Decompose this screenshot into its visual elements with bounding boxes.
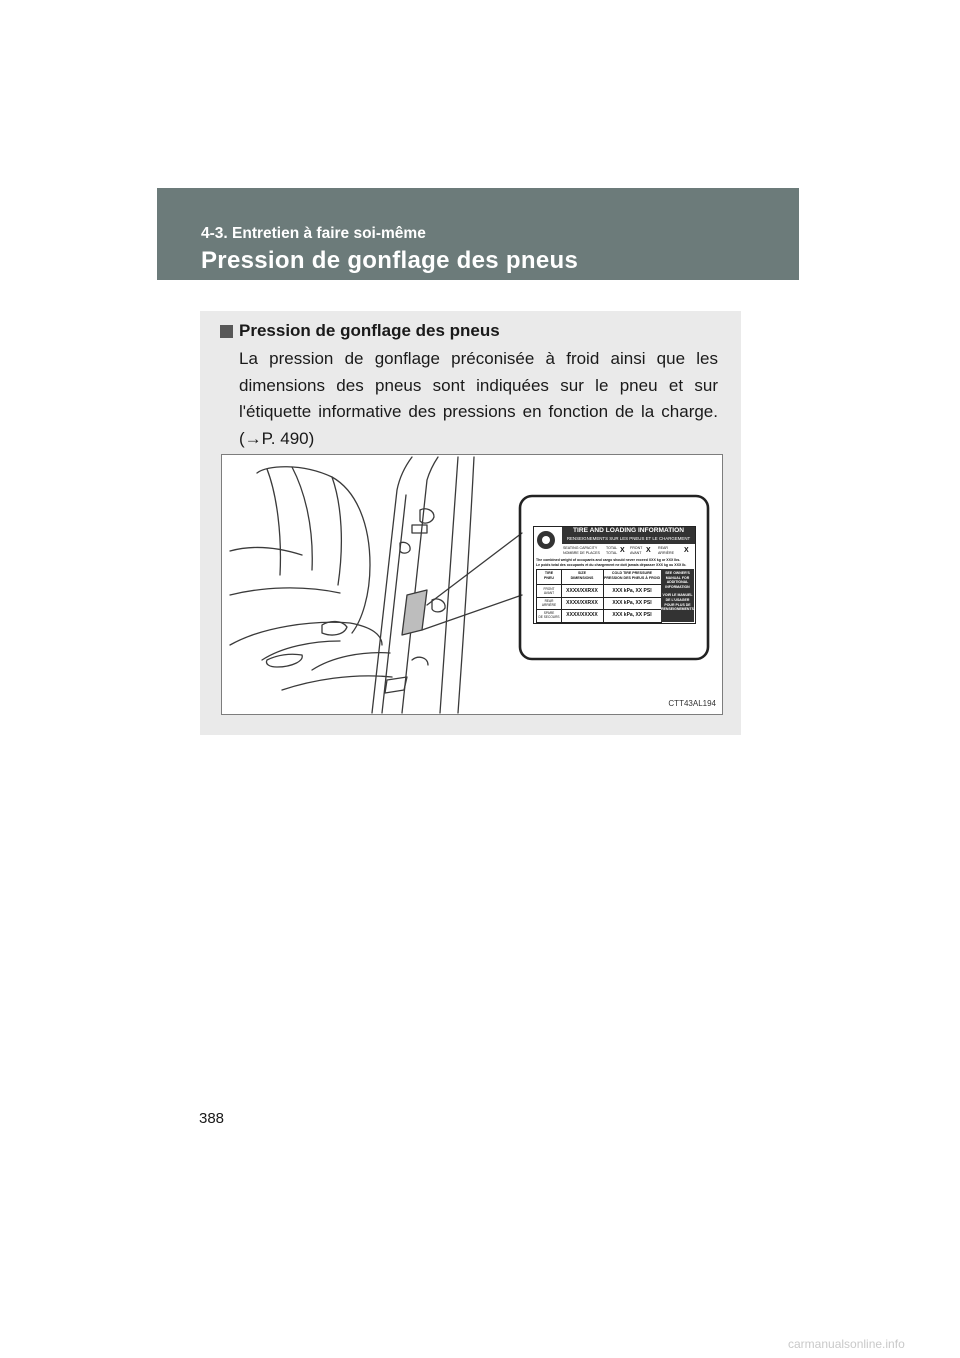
side-en-2: MANUAL FOR	[665, 575, 690, 580]
capacity-row	[562, 545, 695, 556]
row-size: XXXX/XXRXX	[566, 600, 598, 606]
combined-en: The combined weight of occupants and cargo should never exceed XXX kg or XXX lbs.	[536, 558, 681, 562]
row-name-fr: DE SECOURS	[538, 615, 560, 619]
seating-en: SEATING CAPACITY	[563, 546, 598, 550]
side-fr-2: DE L'USAGER	[665, 597, 690, 602]
row-name-fr: ARRIÈRE	[541, 603, 557, 607]
side-en-1: SEE OWNER'S	[665, 571, 690, 575]
side-fr-4: RENSEIGNEMENTS	[661, 607, 694, 612]
page-number: 388	[199, 1110, 225, 1127]
tire-label-figure	[221, 454, 723, 715]
col-tire-fr: PNEU	[544, 576, 554, 580]
table-row	[537, 598, 661, 610]
front-x: X	[646, 547, 651, 554]
page-title: Pression de gonflage des pneus	[201, 247, 579, 274]
row-pressure: XXX kPa, XX PSI	[612, 588, 652, 594]
side-en-4: INFORMATION	[665, 584, 690, 589]
row-name-en: FRONT	[543, 587, 555, 591]
front-fr: AVANT	[630, 550, 642, 555]
label-title-en: TIRE AND LOADING INFORMATION	[573, 527, 684, 534]
panel-body-text: La pression de gonflage préconisée à froid ainsi que les dimensions des pneus sont indiquées sur le pneu et sur l'étiquette informative des pressions en fonction de la charge. (→P. 490)	[239, 349, 718, 448]
row-name-fr: AVANT	[543, 591, 555, 595]
rear-en: REAR	[658, 546, 668, 550]
info-panel	[200, 311, 741, 735]
row-pressure: XXX kPa, XX PSI	[612, 612, 652, 618]
pressure-table	[536, 569, 662, 623]
side-en-3: ADDITIONAL	[666, 580, 689, 585]
col-cold-fr: PRESSION DES PNEUS À FROID	[603, 576, 661, 580]
table-row	[537, 585, 661, 598]
section-label: 4-3. Entretien à faire soi-même	[201, 225, 426, 242]
col-size-en: SIZE	[578, 571, 586, 575]
see-manual-box	[661, 569, 694, 622]
figure-code: CTT43AL194	[668, 699, 716, 708]
row-pressure: XXX kPa, XX PSI	[612, 600, 652, 606]
label-title-fr: RENSEIGNEMENTS SUR LES PNEUS ET LE CHARGEMENT	[566, 536, 691, 541]
row-size: XXXX/XXXXX	[566, 612, 598, 618]
front-en: FRONT	[630, 546, 643, 550]
col-cold-en: COLD TIRE PRESSURE	[611, 571, 653, 575]
total-x: X	[620, 547, 625, 554]
rear-x: X	[684, 547, 689, 554]
watermark: carmanualsonline.info	[788, 1337, 905, 1351]
tire-logo-icon	[537, 531, 555, 549]
combined-fr: Le poids total des occupants et du chargement ne doit jamais dépasser XXX kg ou XXX lb.	[536, 562, 687, 567]
bullet-square-icon	[220, 325, 233, 338]
tire-loading-label	[533, 526, 696, 624]
combined-weight-text	[536, 558, 693, 567]
seating-fr: NOMBRE DE PLACES	[563, 550, 600, 555]
table-row	[537, 610, 661, 621]
col-tire-en: TIRE	[544, 571, 554, 575]
row-name-en: SPARE	[543, 611, 555, 615]
col-size-fr: DIMENSIONS	[570, 576, 594, 580]
section-header	[157, 188, 799, 280]
side-fr-3: POUR PLUS DE	[664, 602, 691, 607]
total-fr: TOTAL	[606, 550, 618, 555]
row-size: XXXX/XXRXX	[566, 588, 598, 594]
row-name-en: REAR	[544, 599, 554, 603]
table-header	[537, 570, 661, 585]
side-fr-1: VOIR LE MANUEL	[662, 593, 693, 598]
panel-heading: Pression de gonflage des pneus	[239, 321, 500, 340]
total-en: TOTAL	[606, 546, 618, 550]
rear-fr: ARRIÈRE	[658, 550, 674, 555]
label-title-band	[562, 527, 695, 544]
